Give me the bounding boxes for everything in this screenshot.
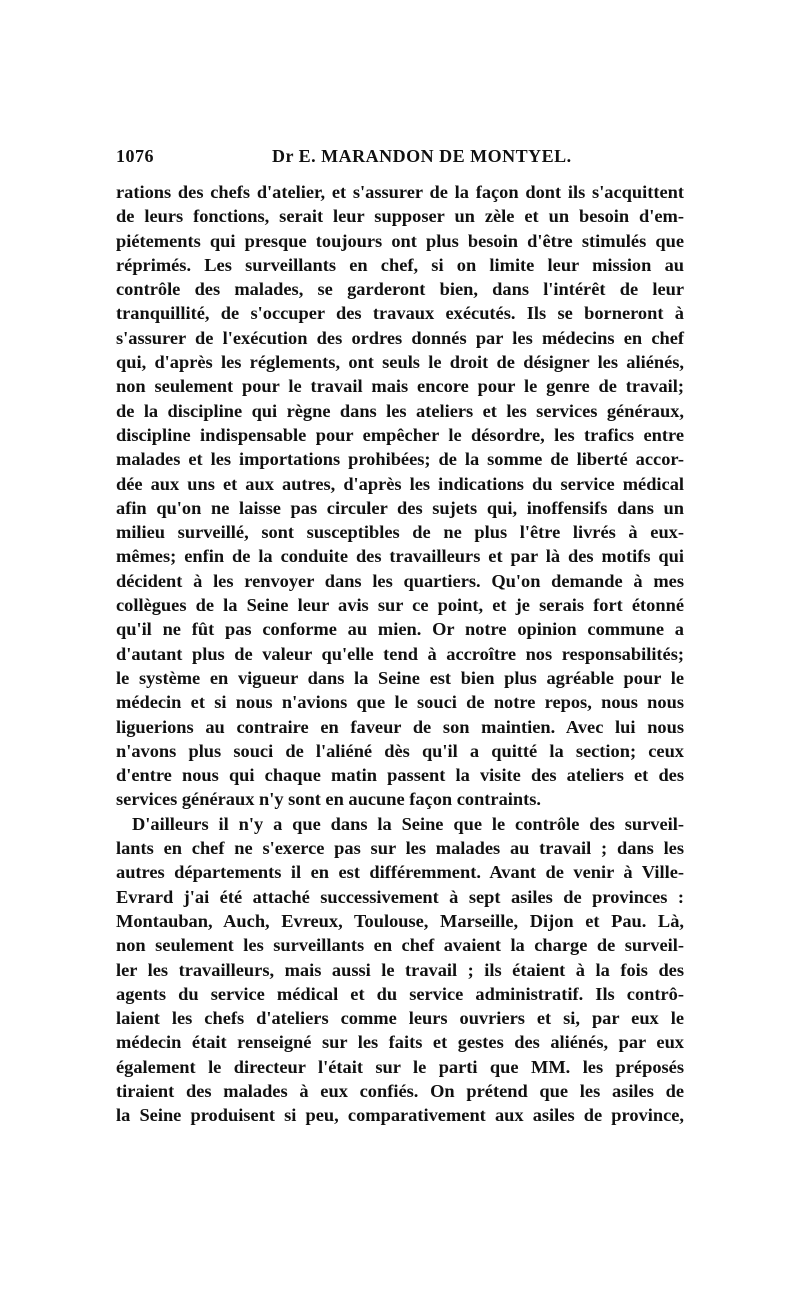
- text-line: d'entre nous qui chaque matin passent la visite des ateliers et des: [116, 765, 684, 786]
- text-line: le système en vigueur dans la Seine est bien plus agréable pour le: [116, 667, 684, 688]
- running-title: Dr E. MARANDON DE MONTYEL.: [272, 146, 572, 166]
- page-number: 1076: [116, 146, 154, 166]
- text-line: médecin était renseigné sur les faits et gestes des aliénés, par eux: [116, 1032, 684, 1053]
- text-line: Montauban, Auch, Evreux, Toulouse, Marseille, Dijon et Pau. Là,: [116, 910, 684, 931]
- text-line: s'assurer de l'exécution des ordres donnés par les médecins en chef: [116, 327, 684, 348]
- text-line: réprimés. Les surveillants en chef, si on limite leur mission au: [116, 254, 684, 275]
- text-line: décident à les renvoyer dans les quartiers. Qu'on demande à mes: [116, 570, 684, 591]
- text-line: dée aux uns et aux autres, d'après les indications du service médical: [116, 473, 684, 494]
- text-line: D'ailleurs il n'y a que dans la Seine que le contrôle des surveil-: [132, 813, 684, 834]
- text-line: tiraient des malades à eux confiés. On prétend que les asiles de: [116, 1080, 684, 1101]
- running-head: [116, 146, 684, 170]
- text-line: discipline indispensable pour empêcher le désordre, les trafics entre: [116, 424, 684, 445]
- text-line: agents du service médical et du service administratif. Ils contrô-: [116, 983, 684, 1004]
- text-line: n'avons plus souci de l'aliéné dès qu'il a quitté la section; ceux: [116, 740, 684, 761]
- text-line: collègues de la Seine leur avis sur ce point, et je serais fort étonné: [116, 595, 684, 616]
- text-line: Evrard j'ai été attaché successivement à sept asiles de provinces :: [116, 886, 684, 907]
- text-line: qu'il ne fût pas conforme au mien. Or notre opinion commune a: [116, 619, 684, 640]
- text-line: rations des chefs d'atelier, et s'assurer de la façon dont ils s'acquittent: [116, 182, 684, 202]
- text-line: contrôle des malades, se garderont bien, dans l'intérêt de leur: [116, 279, 684, 300]
- text-line: de la discipline qui règne dans les ateliers et les services généraux,: [116, 400, 684, 421]
- text-line: tranquillité, de s'occuper des travaux exécutés. Ils se borneront à: [116, 303, 684, 324]
- text-line: services généraux n'y sont en aucune façon contraints.: [116, 789, 542, 810]
- text-line: piétements qui presque toujours ont plus besoin d'être stimulés que: [116, 230, 684, 251]
- text-line: afin qu'on ne laisse pas circuler des sujets qui, inoffensifs dans un: [116, 497, 684, 518]
- text-line: qui, d'après les réglements, ont seuls le droit de désigner les aliénés,: [116, 352, 684, 373]
- text-line: médecin et si nous n'avions que le souci de notre repos, nous nous: [116, 692, 684, 713]
- paragraph: [116, 812, 684, 1128]
- text-line: la Seine produisent si peu, comparativement aux asiles de province,: [116, 1105, 684, 1126]
- text-line: milieu surveillé, sont susceptibles de ne plus l'être livrés à eux-: [116, 522, 684, 543]
- text-line: laient les chefs d'ateliers comme leurs ouvriers et si, par eux le: [116, 1008, 684, 1029]
- text-line: de leurs fonctions, serait leur supposer un zèle et un besoin d'em-: [116, 206, 684, 227]
- text-line: également le directeur l'était sur le parti que MM. les préposés: [116, 1056, 684, 1077]
- text-line: liguerions au contraire en faveur de son maintien. Avec lui nous: [116, 716, 684, 737]
- text-line: autres départements il en est différemment. Avant de venir à Ville-: [116, 862, 684, 883]
- text-line: ler les travailleurs, mais aussi le travail ; ils étaient à la fois des: [116, 959, 684, 980]
- text-line: non seulement pour le travail mais encore pour le genre de travail;: [116, 376, 684, 397]
- text-line: mêmes; enfin de la conduite des travailleurs et par là des motifs qui: [116, 546, 684, 567]
- text-line: lants en chef ne s'exerce pas sur les malades au travail ; dans les: [116, 838, 684, 859]
- text-line: d'autant plus de valeur qu'elle tend à accroître nos responsabilités;: [116, 643, 684, 664]
- body-text: [116, 180, 684, 1128]
- paragraph: [116, 180, 684, 812]
- text-line: non seulement les surveillants en chef avaient la charge de surveil-: [116, 935, 684, 956]
- text-line: malades et les importations prohibées; de la somme de liberté accor-: [116, 449, 684, 470]
